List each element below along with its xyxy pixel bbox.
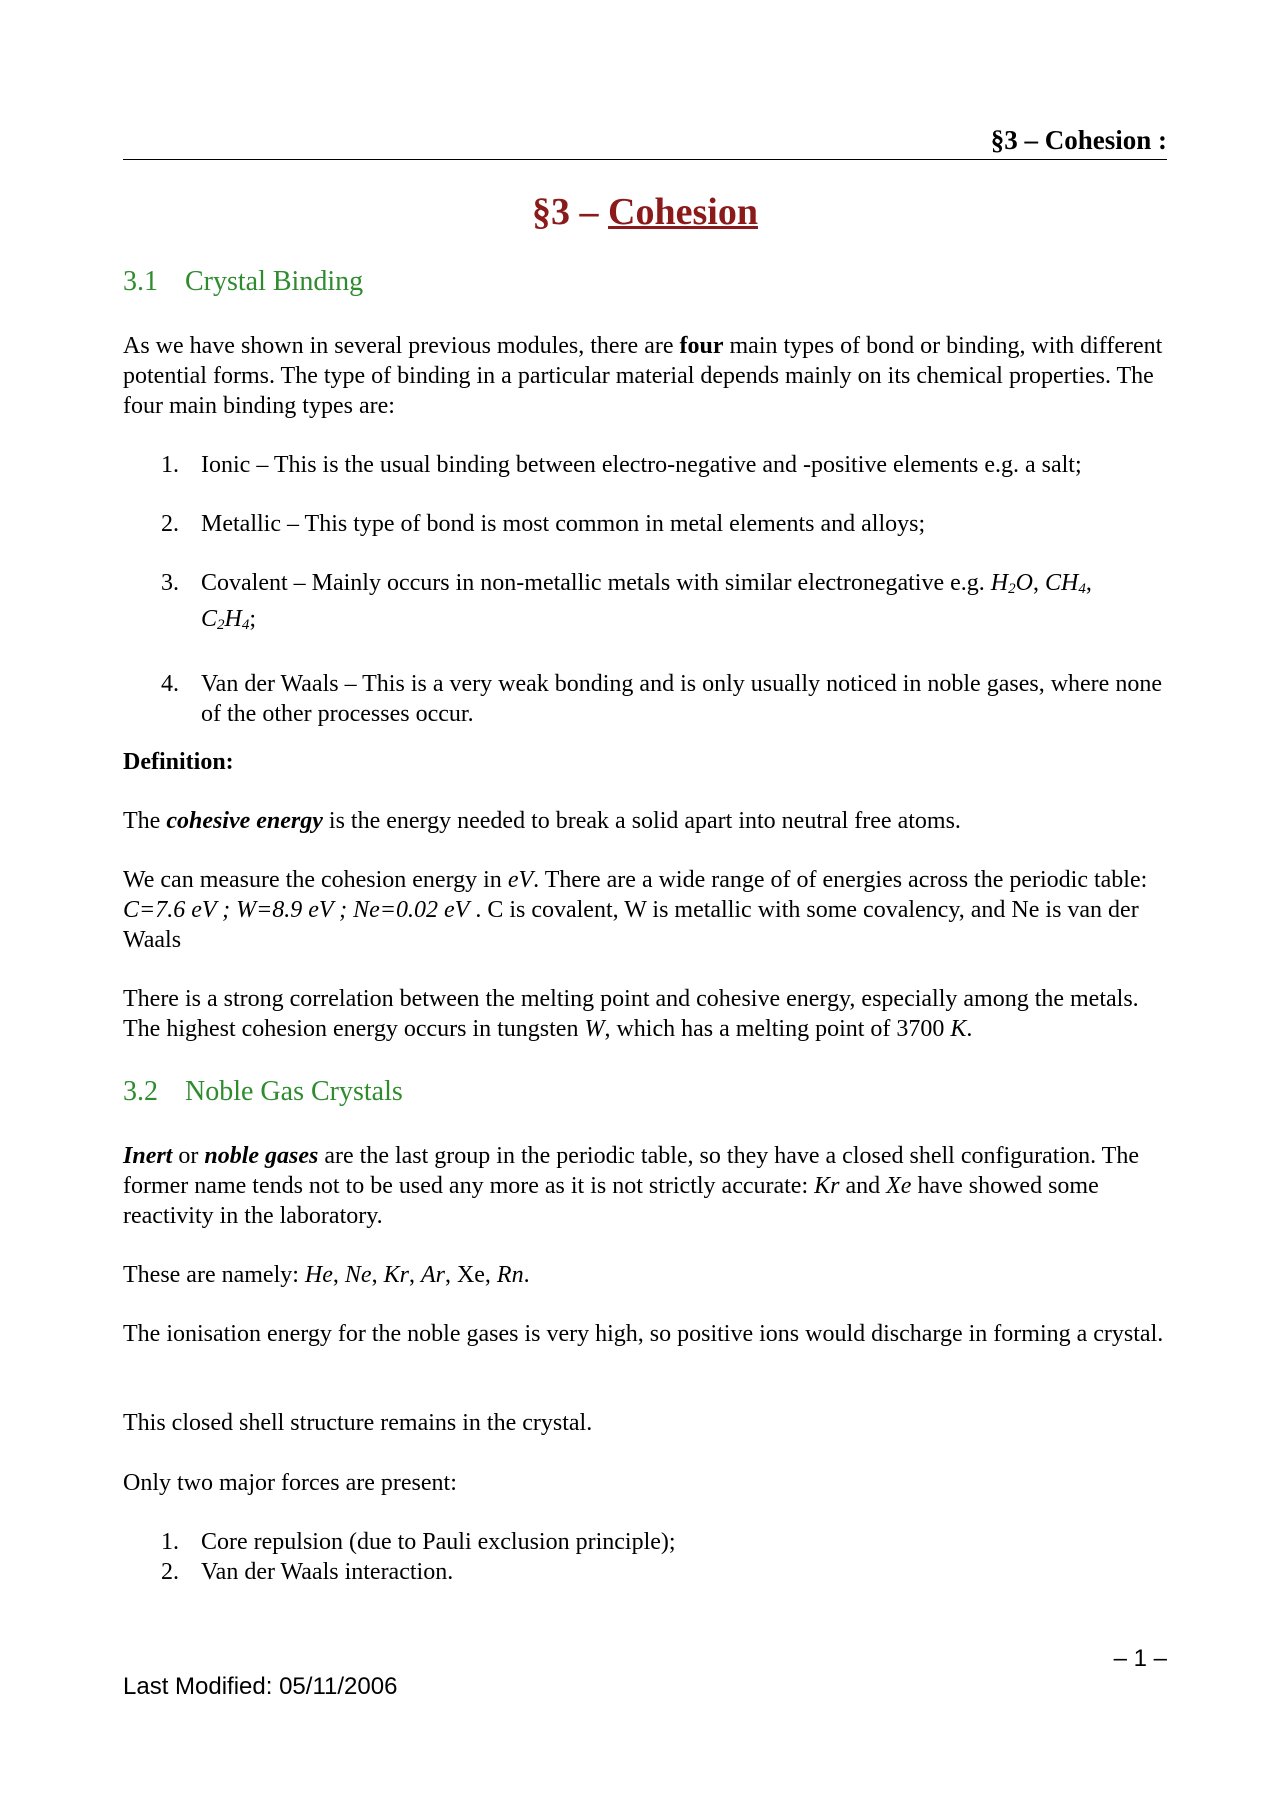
list-text: Ionic – This is the usual binding between electro-negative and -positive elements e.g. a salt; [201,452,1082,478]
tungsten-symbol: W [584,1016,605,1042]
list-text: Van der Waals – This is a very weak bonding and is only usually noticed in noble gases, where none of the other processes occur. [201,671,1162,727]
list-item [123,1557,1167,1587]
page-number: – 1 – [1113,1645,1167,1672]
list-item [123,669,1167,729]
term-inert: Inert [123,1143,173,1169]
document-page [123,0,1167,1811]
correlation-paragraph: There is a strong correlation between the melting point and cohesive energy, especially among the metals. The highest cohesion energy occurs in tungsten W, which has a melting point of 3700 K. [123,986,1139,1042]
closed-shell-paragraph: This closed shell structure remains in the crystal. [123,1410,593,1436]
definition-paragraph: The cohesive energy is the energy needed to break a solid apart into neutral free atoms. [123,808,961,834]
intro-bold-four: four [679,333,724,359]
definition-label: Definition: [123,749,234,775]
intro-paragraph [123,331,1167,421]
page-title [123,188,1167,236]
list-item [123,509,1167,539]
list-text: Covalent – Mainly occurs in non-metallic metals with similar electronegative e.g. [201,570,991,596]
list-number: 1. [161,1529,179,1555]
list-number: 4. [161,671,179,697]
list-text: Core repulsion (due to Pauli exclusion principle); [201,1529,676,1555]
running-header: §3 – Cohesion : [123,124,1167,160]
forces-intro: Only two major forces are present: [123,1470,457,1496]
list-item [123,450,1167,480]
formula-ethylene: $C_2H_4$ [201,606,250,633]
section-title: Crystal Binding [185,266,364,297]
measure-paragraph: We can measure the cohesion energy in eV. There are a wide range of of energies across the periodic table: C=7.6 eV ; W=8.9 eV ; Ne=0.02 eV . C is covalent, W is metallic with some covalency, and Ne is van der Waals [123,867,1148,953]
energy-equation: C=7.6 eV ; W=8.9 eV ; Ne=0.02 eV [123,897,470,923]
noble-gas-paragraph: Inert or noble gases are the last group in the periodic table, so they have a closed shell configuration. The former name tends not to be used any more as it is not strictly accurate: Kr and Xe have showed some reactivity in the laboratory. [123,1143,1139,1229]
binding-types-list [123,450,1167,729]
cohesive-energy-term: cohesive energy [166,808,323,834]
section-number: 3.2 [123,1076,158,1107]
melting-point-value: 3700 [896,1016,945,1042]
formula-water: $H_2O$ [990,570,1033,597]
section-title: Noble Gas Crystals [185,1076,403,1107]
list-item: 3. Covalent – Mainly occurs in non-metallic metals with similar electronegative e.g. $H_2O$, $CH_4$, $C_2H_4$; [161,570,1092,633]
list-number: 1. [161,452,179,478]
namely-paragraph: These are namely: He, Ne, Kr, Ar, Xe, Rn. [123,1262,530,1288]
list-item [123,1527,1167,1557]
intro-text-c: main types of bond or binding, with different potential forms. The type of binding in a particular material depends mainly on its chemical properties. The four main binding types are: [123,333,1163,419]
section-number: 3.1 [123,266,158,297]
intro-text-a: As we have shown in several previous modules, there are [123,333,680,359]
title-name: Cohesion [608,191,758,233]
ionisation-paragraph: The ionisation energy for the noble gases is very high, so positive ions would discharge in forming a crystal. [123,1321,1164,1347]
section-heading-3-1 [123,265,363,299]
title-prefix: §3 – [532,191,609,233]
kelvin-unit: K [950,1016,967,1042]
section-heading-3-2 [123,1075,403,1109]
list-number: 2. [161,511,179,537]
list-number: 3. [161,570,179,596]
formula-methane: $CH_4$ [1044,570,1086,597]
list-number: 2. [161,1559,179,1585]
list-text: Metallic – This type of bond is most common in metal elements and alloys; [201,511,926,537]
last-modified: Last Modified: 05/11/2006 [123,1673,398,1700]
list-text: Van der Waals interaction. [201,1559,454,1585]
forces-list [123,1527,1167,1587]
unit-ev: eV [507,867,534,893]
term-noble-gases: noble gases [204,1143,319,1169]
